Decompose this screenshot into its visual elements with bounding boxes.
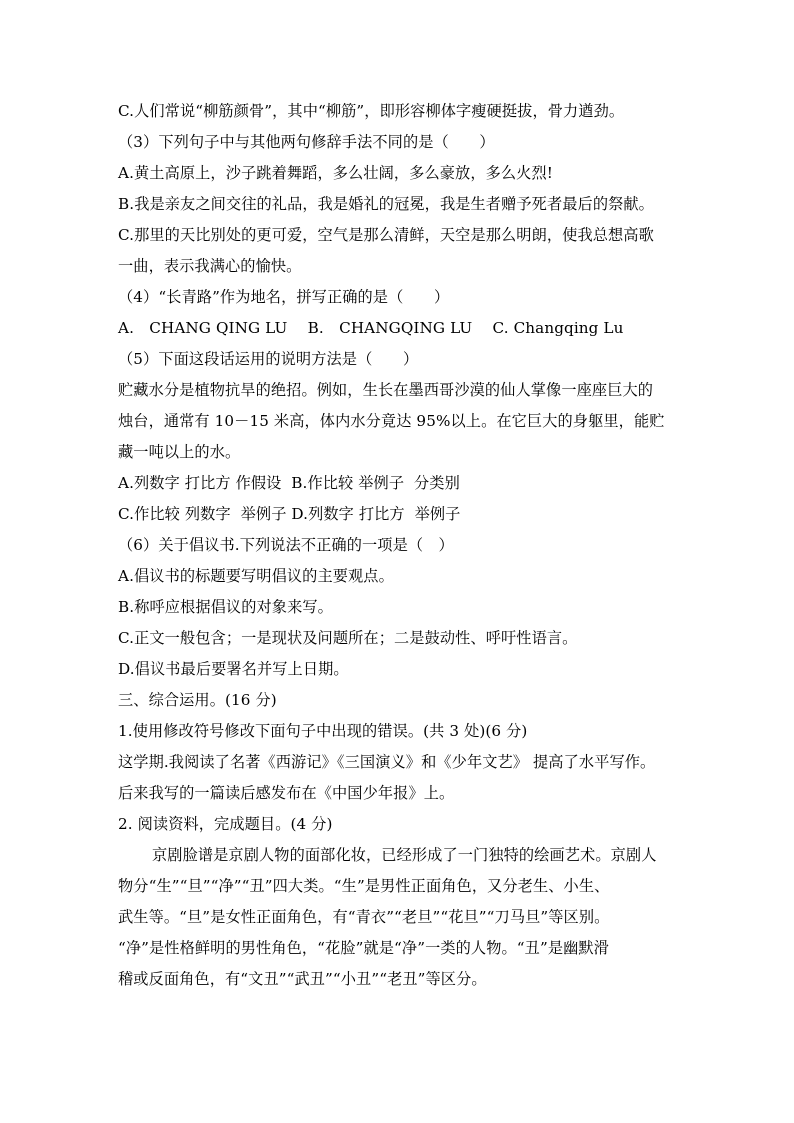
question-3-option-b: B.我是亲友之间交往的礼品，我是婚礼的冠冕，我是生者赠予死者最后的祭献。: [118, 195, 654, 213]
reading-passage-line-5: 稽或反面角色，有“文丑”“武丑”“小丑”“老丑”等区分。: [118, 970, 487, 988]
question-6-option-b: B.称呼应根据倡议的对象来写。: [118, 598, 333, 616]
question-6-option-d: D.倡议书最后要署名并写上日期。: [118, 660, 349, 678]
question-5-options-cd: C.作比较 列数字 举例子 D.列数字 打比方 举例子: [118, 505, 461, 523]
document-body: [118, 96, 688, 995]
reading-passage-line-4: “净”是性格鲜明的男性角色，“花脸”就是“净”一类的人物。“丑”是幽默滑: [118, 939, 609, 957]
section-3-question-1-prompt: 1.使用修改符号修改下面句子中出现的错误。(共 3 处)(6 分): [118, 722, 528, 740]
question-5-passage-line-3: 藏一吨以上的水。: [118, 443, 241, 461]
question-5-prompt: （5）下面这段话运用的说明方法是（ ）: [118, 350, 419, 368]
question-3-option-c: C.那里的天比别处的更可爱，空气是那么清鲜，天空是那么明朗，使我总想高歌: [118, 226, 654, 244]
reading-passage-line-2: 物分“生”“旦”“净”“丑”四大类。“生”是男性正面角色，又分老生、小生、: [118, 877, 610, 895]
section-3-question-1-sentence-line-2: 后来我写的一篇读后感发布在《中国少年报》上。: [118, 784, 455, 802]
question-6-option-c: C.正文一般包含；一是现状及问题所在；二是鼓动性、呼吁性语言。: [118, 629, 578, 647]
question-3-option-a: A.黄土高原上，沙子跳着舞蹈，多么壮阔，多么豪放，多么火烈!: [118, 164, 553, 182]
question-5-options-ab: A.列数字 打比方 作假设 B.作比较 举例子 分类别: [118, 474, 460, 492]
question-5-passage-line-2: 烛台，通常有 10－15 米高，体内水分竟达 95%以上。在它巨大的身躯里，能贮: [118, 412, 665, 430]
question-3-option-c-continued: 一曲，表示我满心的愉快。: [118, 257, 302, 275]
question-6-prompt: （6）关于倡议书.下列说法不正确的一项是（ ）: [118, 536, 454, 554]
reading-passage-line-1: 京剧脸谱是京剧人物的面部化妆，已经形成了一门独特的绘画艺术。京剧人: [152, 846, 657, 864]
question-4-options: A. CHANG QING LU B. CHANGQING LU C. Changqing Lu: [118, 319, 624, 337]
reading-passage-line-3: 武生等。“旦”是女性正面角色，有“青衣”“老旦”“花旦”“刀马旦”等区别。: [118, 908, 610, 926]
question-5-passage-line-1: 贮藏水分是植物抗旱的绝招。例如，生长在墨西哥沙漠的仙人掌像一座座巨大的: [118, 381, 654, 399]
question-6-option-a: A.倡议书的标题要写明倡议的主要观点。: [118, 567, 394, 585]
question-3-prompt: （3）下列句子中与其他两句修辞手法不同的是（ ）: [118, 133, 495, 151]
section-3-question-1-sentence-line-1: 这学期.我阅读了名著《西游记》《三国演义》和《少年文艺》 提高了水平写作。: [118, 753, 656, 771]
question-4-prompt: （4）“长青路”作为地名，拼写正确的是（ ）: [118, 288, 450, 306]
section-3-heading: 三、综合运用。(16 分): [118, 691, 277, 709]
option-c-liu-jin: C.人们常说“柳筋颜骨”，其中“柳筋”，即形容柳体字瘦硬挺拔，骨力遒劲。: [118, 102, 625, 120]
section-3-question-2-prompt: 2. 阅读资料，完成题目。(4 分): [118, 815, 333, 833]
